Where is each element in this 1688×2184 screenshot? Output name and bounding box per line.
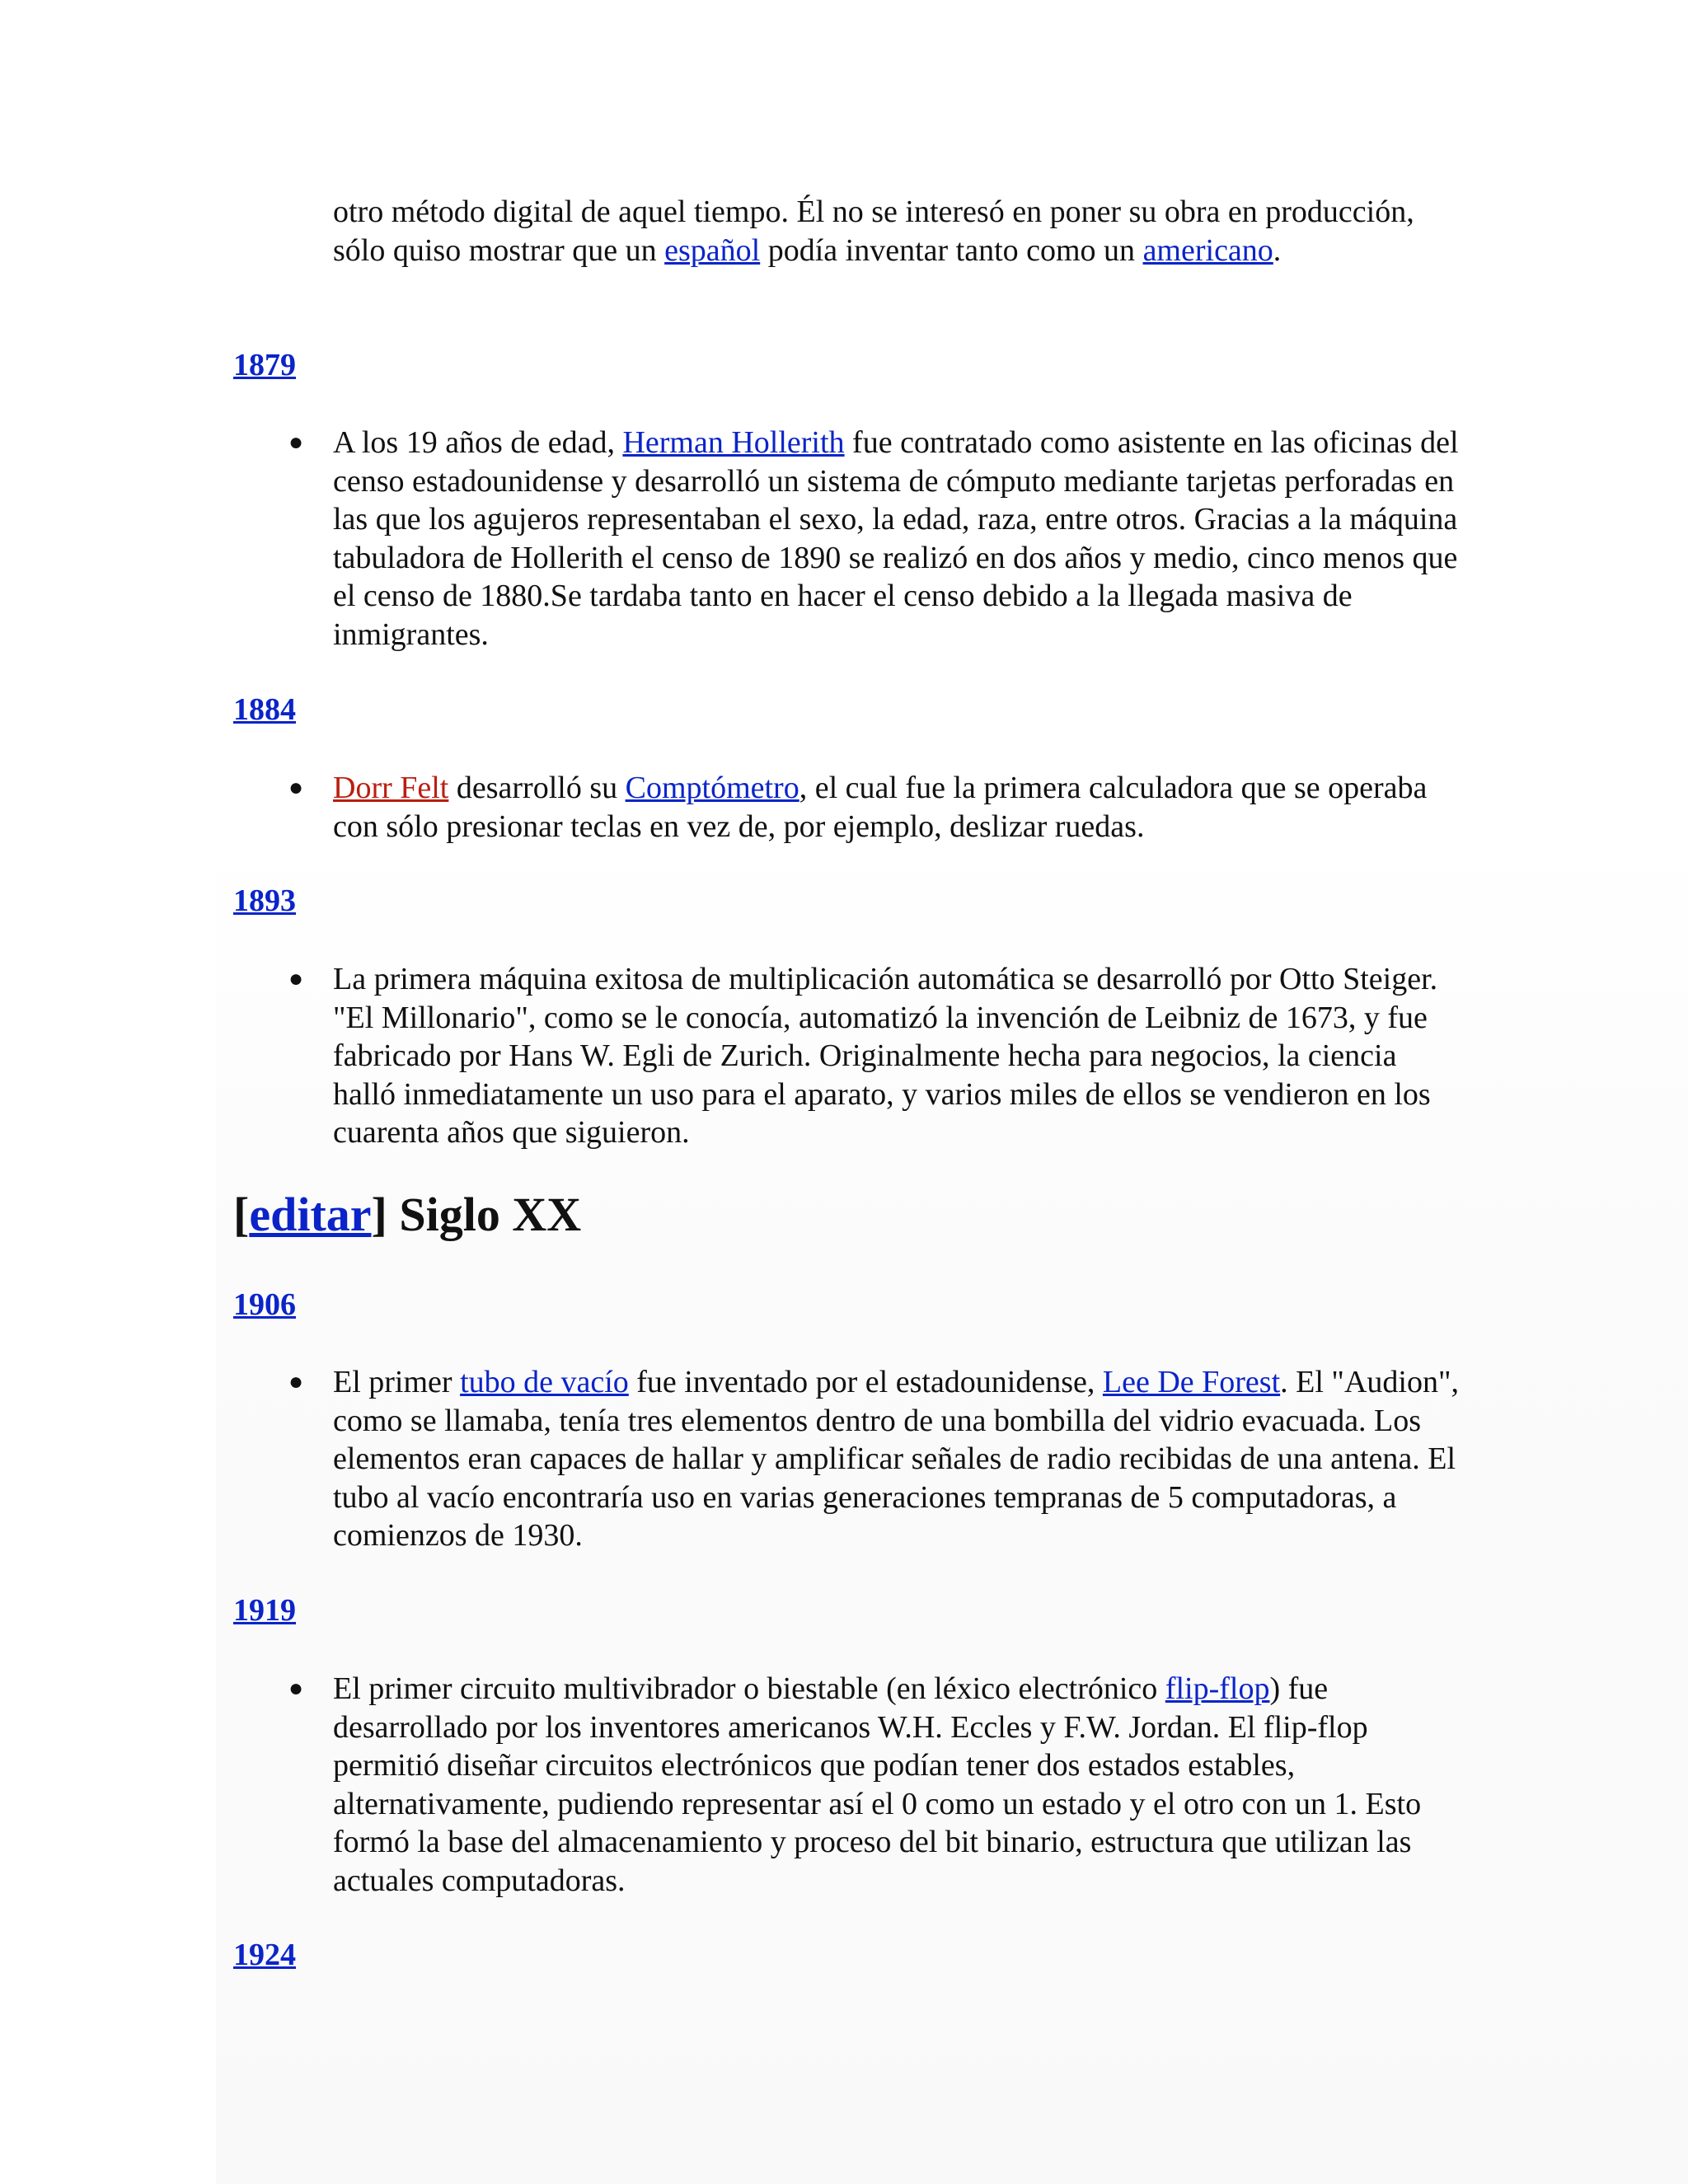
bullet-icon: ● — [288, 965, 304, 992]
year-link-1924[interactable]: 1924 — [233, 1938, 296, 1972]
list-item-1919 — [288, 1670, 1462, 1900]
link-herman-hollerith[interactable]: Herman Hollerith — [622, 425, 845, 460]
text: . El "Audion", como se llamaba, tenía tres elementos dentro de una bombilla del vidrio evacuada. Los elementos eran capaces de hallar y amplificar señales de radio recibidas de una antena. El tubo al vacío encontraría uso en varias generaciones tempranas de 5 computadoras, a comienzos de 1930. — [333, 1365, 1459, 1553]
section-title: Siglo XX — [387, 1188, 582, 1241]
text: desarrolló su — [448, 771, 626, 805]
intro-paragraph — [333, 193, 1462, 269]
link-flip-flop[interactable]: flip-flop — [1165, 1671, 1270, 1706]
year-heading-1924 — [233, 1937, 296, 1973]
year-heading-1906 — [233, 1286, 296, 1323]
year-heading-1919 — [233, 1592, 296, 1629]
list-item-1879 — [288, 424, 1462, 654]
list-item-1893 — [288, 960, 1462, 1152]
year-heading-1879 — [233, 347, 296, 383]
link-dorr-felt[interactable]: Dorr Felt — [333, 771, 449, 805]
year-heading-1884 — [233, 691, 296, 728]
bullet-icon: ● — [288, 1675, 304, 1702]
list-item-1906 — [288, 1363, 1462, 1555]
text: A los 19 años de edad, — [333, 425, 623, 460]
link-espanol[interactable]: español — [664, 232, 761, 268]
text: La primera máquina exitosa de multiplicación automática se desarrolló por Otto Steiger. "El Millonario", como se le conocía, automatizó la invención de Leibniz de 1673, y fue fabricado por Hans W. Egli de Zurich. Originalmente hecha para negocios, la ciencia halló inmediatamente un uso para el aparato, y varios miles de ellos se vendieron en los cuarenta años que siguieron. — [333, 962, 1438, 1150]
bracket: ] — [371, 1188, 387, 1241]
year-heading-1893 — [233, 883, 296, 919]
bullet-icon: ● — [288, 429, 304, 456]
year-link-1906[interactable]: 1906 — [233, 1287, 296, 1322]
link-americano[interactable]: americano — [1142, 232, 1273, 268]
text: fue contratado como asistente en las oficinas del censo estadounidense y desarrolló un sistema de cómputo mediante tarjetas perforadas en las que los agujeros representaban el sexo, la edad, raza, entre otros. Gracias a la máquina tabuladora de Hollerith el censo de 1890 se realizó en dos años y medio, cinco menos que el censo de 1880.Se tardaba tanto en hacer el censo debido a la llegada masiva de inmigrantes. — [333, 425, 1459, 652]
text: otro método digital de aquel tiempo. Él no se interesó en poner su obra en producción, sólo quiso mostrar que un — [333, 194, 1414, 268]
bracket: [ — [233, 1188, 250, 1241]
text: El primer circuito multivibrador o biestable (en léxico electrónico — [333, 1671, 1165, 1706]
year-link-1884[interactable]: 1884 — [233, 692, 296, 727]
year-link-1919[interactable]: 1919 — [233, 1593, 296, 1628]
text: , el cual fue la primera calculadora que se operaba con sólo presionar teclas en vez de, por ejemplo, deslizar ruedas. — [333, 771, 1428, 844]
year-link-1893[interactable]: 1893 — [233, 883, 296, 918]
list-item-1884 — [288, 769, 1462, 846]
text: podía inventar tanto como un — [760, 232, 1143, 268]
link-tubo-de-vacio[interactable]: tubo de vacío — [460, 1365, 629, 1399]
link-comptometro[interactable]: Comptómetro — [625, 771, 799, 805]
text: ) fue desarrollado por los inventores americanos W.H. Eccles y F.W. Jordan. El flip-flop permitió diseñar circuitos electrónicos que podían tener dos estados estables, alternativamente, pudiendo representar así el 0 como un estado y el otro con un 1. Esto formó la base del almacenamiento y proceso del bit binario, estructura que utilizan las actuales computadoras. — [333, 1671, 1422, 1898]
section-heading-siglo-xx — [233, 1187, 581, 1242]
link-lee-de-forest[interactable]: Lee De Forest — [1102, 1365, 1281, 1399]
edit-link[interactable]: editar — [249, 1188, 372, 1241]
year-link-1879[interactable]: 1879 — [233, 348, 296, 382]
text: fue inventado por el estadounidense, — [628, 1365, 1103, 1399]
bullet-icon: ● — [288, 774, 304, 801]
text: El primer — [333, 1365, 461, 1399]
bullet-icon: ● — [288, 1368, 304, 1395]
text: . — [1273, 232, 1282, 268]
